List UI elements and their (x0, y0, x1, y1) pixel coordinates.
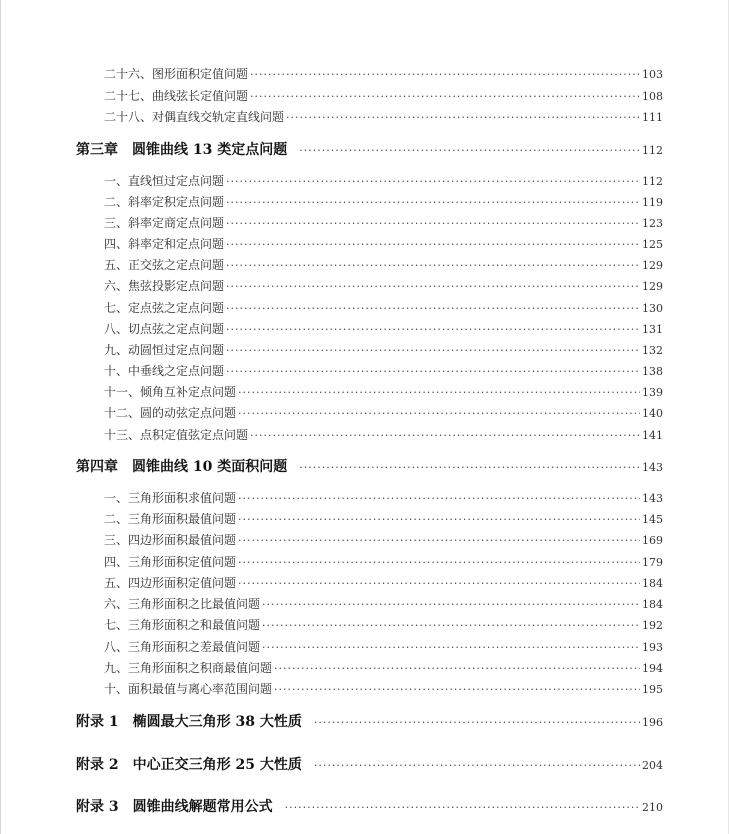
toc-entry[interactable] (104, 553, 663, 574)
toc-entry-label: 十三、点积定值弦定点问题 (104, 428, 249, 442)
dot-leader (250, 68, 640, 81)
toc-entry-label: 七、三角形面积之和最值问题 (104, 618, 261, 632)
toc-entry[interactable] (104, 595, 663, 616)
toc-entry-page: 169 (642, 534, 663, 547)
dot-leader (274, 683, 640, 696)
dot-leader (238, 407, 640, 420)
dot-leader (238, 492, 640, 505)
appendix-page: 204 (642, 759, 663, 772)
toc-entry-page: 193 (642, 641, 663, 654)
toc-entry-page: 192 (642, 619, 663, 632)
toc-entry[interactable] (104, 214, 663, 235)
appendix-title: 附录 2 中心正交三角形 25 大性质 (76, 757, 302, 773)
dot-leader (226, 175, 640, 188)
toc-entry[interactable] (104, 172, 663, 193)
toc-entry[interactable] (104, 65, 663, 86)
dot-leader (238, 577, 640, 590)
dot-leader (262, 619, 640, 632)
toc-entry-label: 十、面积最值与离心率范围问题 (104, 682, 273, 696)
dot-leader (299, 461, 640, 474)
dot-leader (226, 217, 640, 230)
toc-entry-page: 194 (642, 662, 663, 675)
toc-entry[interactable] (104, 87, 663, 108)
toc-entry-label: 二十八、对偶直线交轨定直线问题 (104, 110, 285, 124)
toc-entry[interactable] (104, 404, 663, 425)
toc-entry[interactable] (104, 638, 663, 659)
toc-appendix-heading[interactable] (76, 796, 663, 820)
toc-entry-label: 四、斜率定和定点问题 (104, 237, 225, 251)
chapter-title: 第四章 圆锥曲线 10 类面积问题 (76, 459, 288, 475)
toc-entry-page: 108 (642, 90, 663, 103)
dot-leader (238, 386, 640, 399)
appendix-page: 210 (642, 801, 663, 814)
toc-entry-label: 六、三角形面积之比最值问题 (104, 597, 261, 611)
toc-entry-label: 二、斜率定积定点问题 (104, 195, 225, 209)
toc-entry-page: 141 (642, 429, 663, 442)
dot-leader (299, 144, 640, 157)
dot-leader (314, 716, 640, 729)
toc-entry[interactable] (104, 510, 663, 531)
dot-leader (226, 196, 640, 209)
toc-appendix-heading[interactable] (76, 711, 663, 735)
dot-leader (226, 323, 640, 336)
appendix-title: 附录 1 椭圆最大三角形 38 大性质 (76, 714, 302, 730)
dot-leader (226, 365, 640, 378)
appendix-page: 196 (642, 716, 663, 729)
dot-leader (226, 259, 640, 272)
toc-entry[interactable] (104, 574, 663, 595)
toc-entry[interactable] (104, 320, 663, 341)
toc-entry-label: 十一、倾角互补定点问题 (104, 385, 237, 399)
dot-leader (250, 429, 640, 442)
toc-entry[interactable] (104, 531, 663, 552)
toc-entry[interactable] (104, 108, 663, 129)
toc-entry[interactable] (104, 659, 663, 680)
toc-entry[interactable] (104, 362, 663, 383)
toc-entry-label: 七、定点弦之定点问题 (104, 301, 225, 315)
dot-leader (314, 759, 640, 772)
toc-entry-label: 三、斜率定商定点问题 (104, 216, 225, 230)
toc-entry[interactable] (104, 616, 663, 637)
toc-entry-page: 143 (642, 492, 663, 505)
toc-entry-page: 125 (642, 238, 663, 251)
dot-leader (226, 238, 640, 251)
toc-entry-page: 195 (642, 683, 663, 696)
toc-entry[interactable] (104, 235, 663, 256)
toc-chapter-heading[interactable] (76, 139, 663, 163)
toc-entry-label: 二、三角形面积最值问题 (104, 512, 237, 526)
dot-leader (238, 513, 640, 526)
toc-entry-label: 十、中垂线之定点问题 (104, 364, 225, 378)
toc-entry-label: 九、三角形面积之积商最值问题 (104, 661, 273, 675)
toc-entry-page: 129 (642, 280, 663, 293)
dot-leader (226, 344, 640, 357)
toc-entry-label: 一、直线恒过定点问题 (104, 174, 225, 188)
toc-entry-page: 112 (642, 175, 663, 188)
toc-entry[interactable] (104, 193, 663, 214)
toc-entry-page: 184 (642, 598, 663, 611)
toc-entry-page: 103 (642, 68, 663, 81)
toc-entry-label: 二十六、图形面积定值问题 (104, 67, 249, 81)
toc-entry[interactable] (104, 277, 663, 298)
dot-leader (262, 598, 640, 611)
dot-leader (274, 662, 640, 675)
toc-entry-label: 九、动圆恒过定点问题 (104, 343, 225, 357)
toc-entry-label: 十二、圆的动弦定点问题 (104, 406, 237, 420)
toc-entry-page: 138 (642, 365, 663, 378)
dot-leader (238, 534, 640, 547)
toc-entry-page: 123 (642, 217, 663, 230)
toc-chapter-heading[interactable] (76, 456, 663, 480)
toc-entry-page: 130 (642, 302, 663, 315)
dot-leader (238, 556, 640, 569)
toc-entry-page: 145 (642, 513, 663, 526)
toc-entry-page: 111 (642, 111, 663, 124)
toc-entry[interactable] (104, 680, 663, 701)
toc-entry-label: 一、三角形面积求值问题 (104, 491, 237, 505)
toc-entry[interactable] (104, 383, 663, 404)
dot-leader (250, 90, 640, 103)
dot-leader (286, 111, 640, 124)
toc-entry-page: 179 (642, 556, 663, 569)
dot-leader (262, 641, 640, 654)
appendix-title: 附录 3 圆锥曲线解题常用公式 (76, 799, 273, 815)
toc-entry-page: 139 (642, 386, 663, 399)
toc-entry-label: 六、焦弦投影定点问题 (104, 279, 225, 293)
toc-entry-page: 129 (642, 259, 663, 272)
dot-leader (285, 801, 640, 814)
toc-entry-label: 五、正交弦之定点问题 (104, 258, 225, 272)
toc-entry-label: 二十七、曲线弦长定值问题 (104, 89, 249, 103)
dot-leader (226, 302, 640, 315)
toc-entry-page: 132 (642, 344, 663, 357)
toc-entry[interactable] (104, 489, 663, 510)
toc-entry-page: 140 (642, 407, 663, 420)
toc-entry-label: 五、四边形面积定值问题 (104, 576, 237, 590)
chapter-page: 112 (642, 144, 663, 157)
toc-entry-page: 131 (642, 323, 663, 336)
toc-entry-page: 119 (642, 196, 663, 209)
toc-entry[interactable] (104, 426, 663, 447)
toc-entry-page: 184 (642, 577, 663, 590)
chapter-title: 第三章 圆锥曲线 13 类定点问题 (76, 142, 288, 158)
toc-entry-label: 三、四边形面积最值问题 (104, 533, 237, 547)
dot-leader (226, 280, 640, 293)
toc-entry-label: 八、切点弦之定点问题 (104, 322, 225, 336)
toc-entry-label: 八、三角形面积之差最值问题 (104, 640, 261, 654)
toc-entry[interactable] (104, 341, 663, 362)
toc-entry[interactable] (104, 256, 663, 277)
toc-entry[interactable] (104, 299, 663, 320)
toc-entry-label: 四、三角形面积定值问题 (104, 555, 237, 569)
toc-appendix-heading[interactable] (76, 754, 663, 778)
chapter-page: 143 (642, 461, 663, 474)
